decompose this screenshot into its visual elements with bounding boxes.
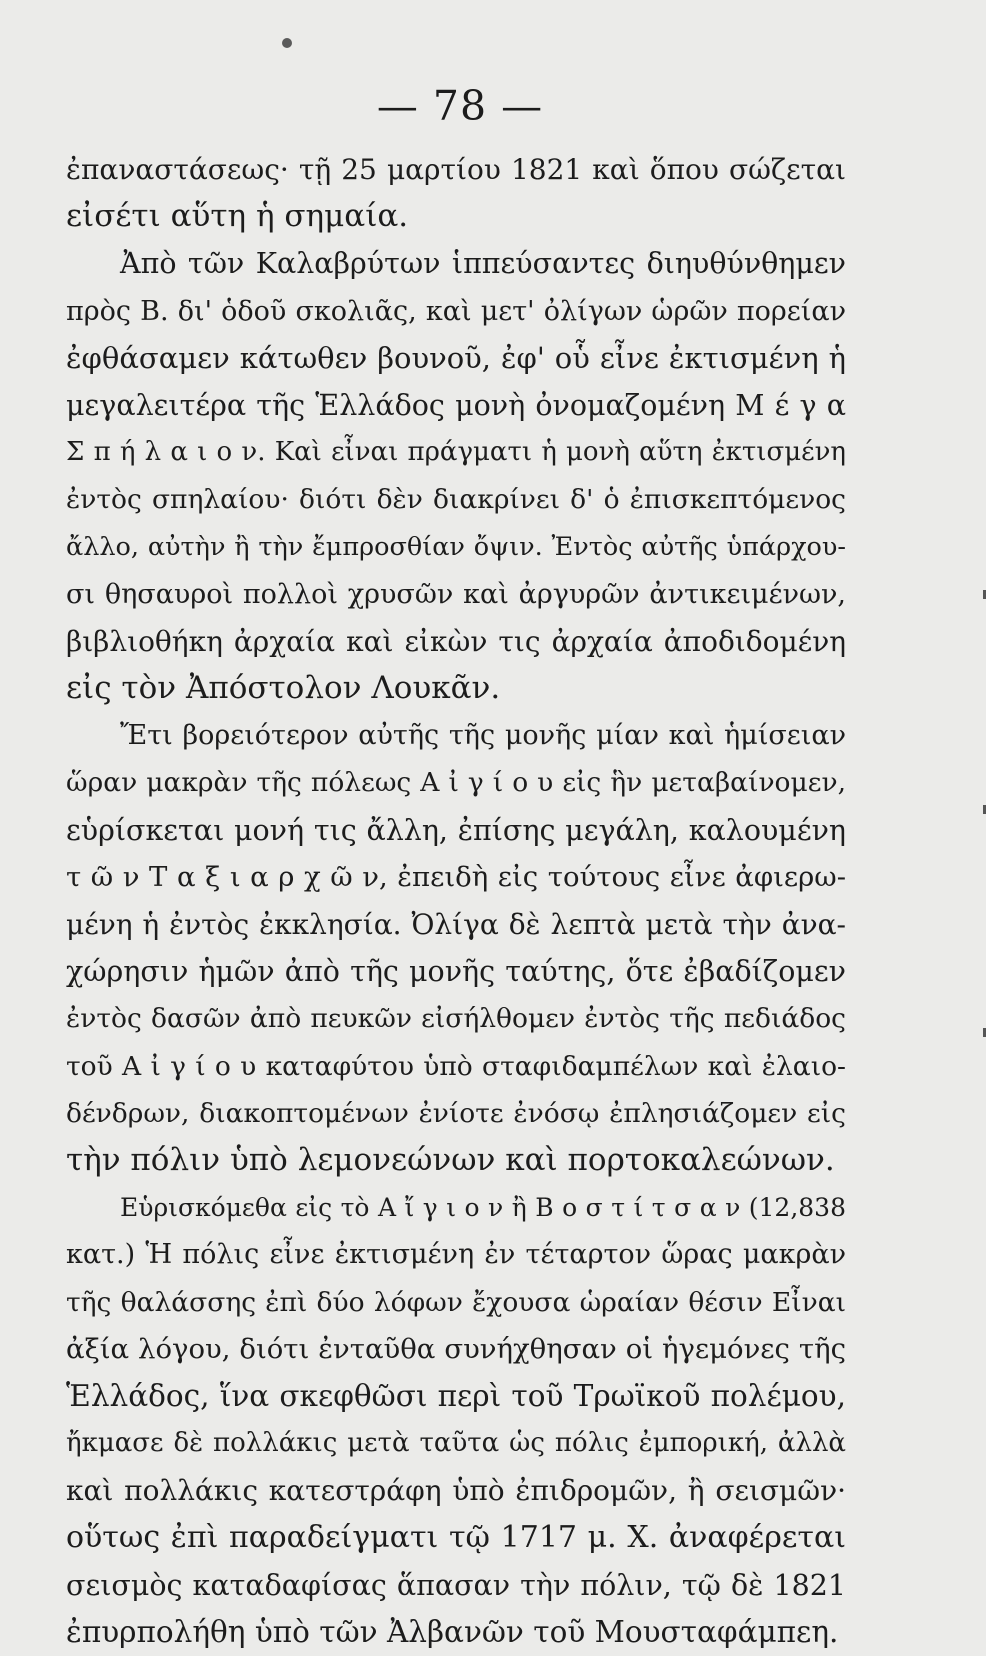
text-line: καὶ πολλάκις κατεστράφη ὑπὸ ἐπιδρομῶν, ἢ σεισμῶν· — [66, 1474, 846, 1508]
text-line: Ἀπὸ τῶν Καλαβρύτων ἱππεύσαντες διηυθύνθημεν — [120, 247, 846, 281]
text-line: χώρησιν ἡμῶν ἀπὸ τῆς μονῆς ταύτης, ὅτε ἐβαδίζομεν — [66, 955, 846, 989]
text-line: ἐφθάσαμεν κάτωθεν βουνοῦ, ἐφ' οὗ εἶνε ἐκτισμένη ἡ — [66, 340, 846, 375]
text-line: τοῦ Α ἰ γ ί ο υ καταφύτου ὑπὸ σταφιδαμπέλων καὶ ἐλαιο- — [66, 1050, 846, 1082]
text-line: τῆς θαλάσσης ἐπὶ δύο λόφων ἔχουσα ὡραίαν θέσιν Εἶναι — [66, 1286, 846, 1318]
text-line: μεγαλειτέρα τῆς Ἑλλάδος μονὴ ὀνομαζομένη Μ έ γ α — [66, 388, 846, 422]
text-line: δένδρων, διακοπτομένων ἐνίοτε ἐνόσῳ ἐπλησιάζομεν εἰς — [66, 1097, 846, 1129]
text-line: σεισμὸς καταδαφίσας ἅπασαν τὴν πόλιν, τῷ δὲ 1821 — [66, 1568, 846, 1602]
text-line: ἐπαναστάσεως· τῇ 25 μαρτίου 1821 καὶ ὅπου σώζεται — [66, 153, 846, 186]
text-line: τὴν πόλιν ὑπὸ λεμονεώνων καὶ πορτοκαλεώνων. — [66, 1141, 835, 1178]
text-line: Ἔτι βορειότερον αὐτῆς τῆς μονῆς μίαν καὶ ἡμίσειαν — [120, 720, 846, 752]
text-line: βιβλιοθήκη ἀρχαία καὶ εἰκὼν τις ἀρχαία ἀποδιδομένη — [66, 624, 846, 658]
text-line: ἐπυρπολήθη ὑπὸ τῶν Ἀλβανῶν τοῦ Μουσταφάμπεη. — [66, 1614, 839, 1649]
body-text — [66, 146, 846, 1656]
text-line: Σ π ή λ α ι ο ν. Καὶ εἶναι πράγματι ἡ μονὴ αὕτη ἐκτισμένη — [66, 437, 846, 468]
text-line: Εὑρισκόμεθα εἰς τὸ Α ἴ γ ι ο ν ἢ Β ο σ τ ί τ σ α ν (12,838 — [120, 1193, 846, 1223]
text-line: ἤκμασε δὲ πολλάκις μετὰ ταῦτα ὡς πόλις ἐμπορική, ἀλλὰ — [66, 1428, 846, 1459]
text-line: μένη ἡ ἐντὸς ἐκκλησία. Ὀλίγα δὲ λεπτὰ μετὰ τὴν ἀνα- — [66, 908, 846, 941]
page-number: — 78 — — [376, 82, 544, 130]
text-line: ἄλλο, αὐτὴν ἢ τὴν ἔμπροσθίαν ὄψιν. Ἐντὸς αὐτῆς ὑπάρχου- — [66, 531, 846, 562]
text-line: κατ.) Ἡ πόλις εἶνε ἐκτισμένη ἐν τέταρτον ὥρας μακρὰν — [66, 1239, 846, 1271]
text-line: οὕτως ἐπὶ παραδείγματι τῷ 1717 μ. Χ. ἀναφέρεται — [66, 1520, 846, 1556]
text-line: Ἑλλάδος, ἵνα σκεφθῶσι περὶ τοῦ Τρωϊκοῦ πολέμου, — [66, 1378, 846, 1413]
ink-dot — [282, 38, 292, 48]
text-line: ἐντὸς σπηλαίου· διότι δὲν διακρίνει δ' ὁ ἐπισκεπτόμενος — [66, 484, 846, 516]
text-line: ἐντὸς δασῶν ἀπὸ πευκῶν εἰσήλθομεν ἐντὸς τῆς πεδιάδος — [66, 1003, 846, 1035]
text-line: σι θησαυροὶ πολλοὶ χρυσῶν καὶ ἀργυρῶν ἀντικειμένων, — [66, 578, 846, 610]
text-line: ὥραν μακρὰν τῆς πόλεως Α ἰ γ ί ο υ εἰς ἣν μεταβαίνομεν, — [66, 767, 846, 799]
text-line: εἰς τὸν Ἀπόστολον Λουκᾶν. — [66, 670, 501, 707]
text-line: ἀξία λόγου, διότι ἐνταῦθα συνήχθησαν οἱ ἡγεμόνες τῆς — [66, 1332, 846, 1365]
text-line: πρὸς Β. δι' ὁδοῦ σκολιᾶς, καὶ μετ' ὀλίγων ὡρῶν πορείαν — [66, 295, 846, 327]
text-line: εἰσέτι αὕτη ἡ σημαία. — [66, 198, 409, 235]
text-line: τ ῶ ν Τ α ξ ι α ρ χ ῶ ν, ἐπειδὴ εἰς τούτους εἶνε ἀφιερω- — [66, 860, 846, 893]
text-line: εὑρίσκεται μονή τις ἄλλη, ἐπίσης μεγάλη, καλουμένη — [66, 813, 846, 847]
